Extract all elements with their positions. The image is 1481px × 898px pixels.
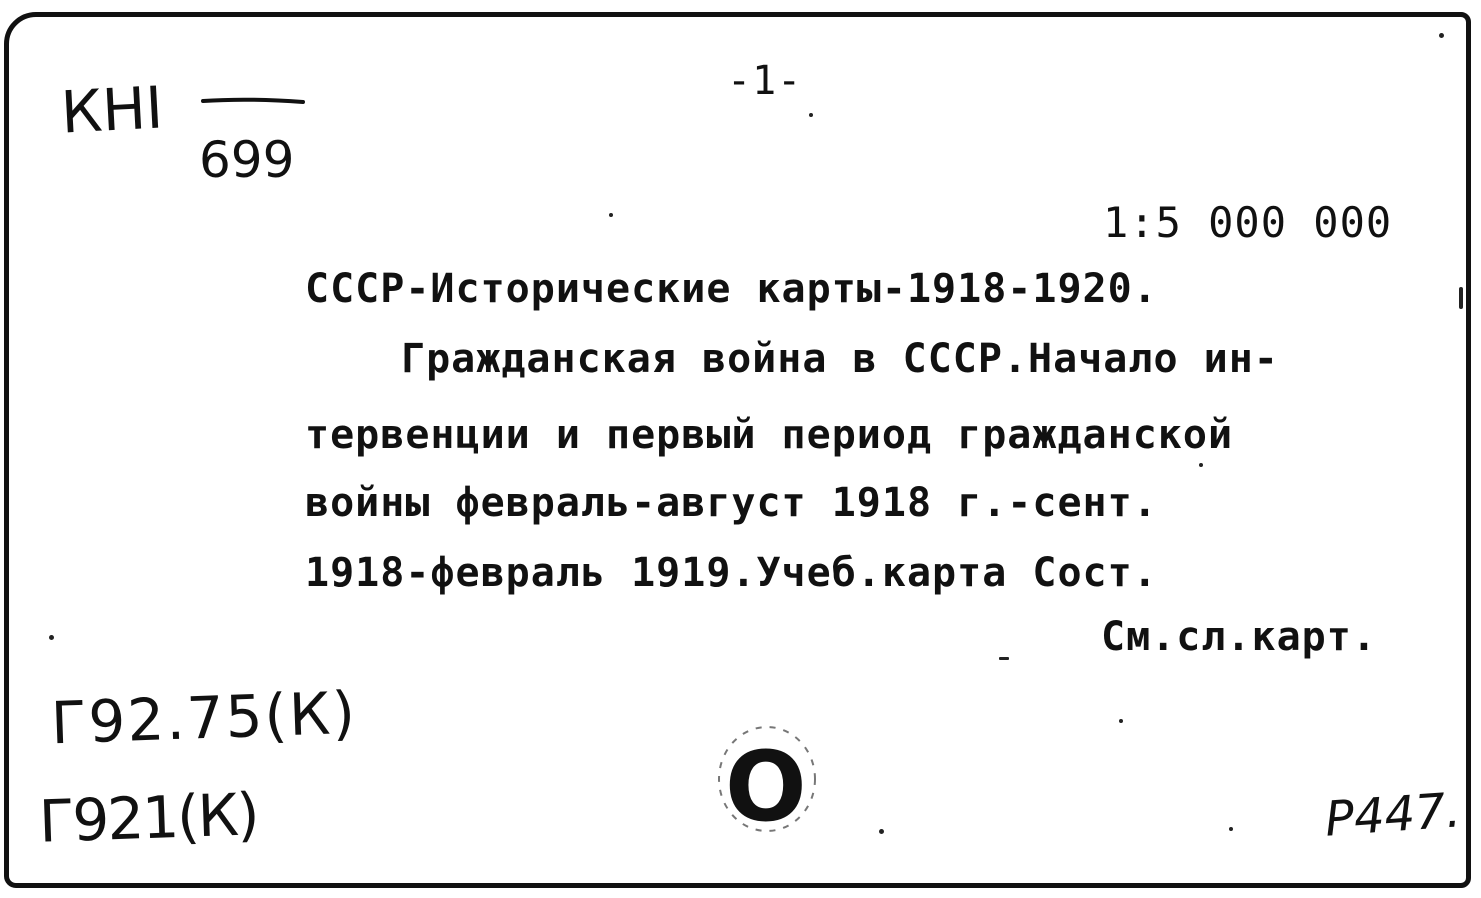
scan-speck bbox=[809, 113, 813, 117]
description-line: войны февраль-август 1918 г.-сент. bbox=[305, 480, 1158, 526]
description-line: тервенции и первый период гражданской bbox=[305, 412, 1234, 458]
scan-speck bbox=[609, 213, 613, 217]
description-line: 1918-февраль 1919.Учеб.карта Сост. bbox=[305, 550, 1158, 596]
scan-speck bbox=[49, 635, 54, 640]
inventory-mark: Р447. bbox=[1323, 782, 1463, 848]
scan-speck bbox=[1229, 827, 1233, 831]
scan-speck bbox=[879, 829, 884, 834]
catalog-card bbox=[4, 12, 1471, 888]
scan-speck bbox=[1459, 287, 1463, 309]
map-scale: 1:5 000 000 bbox=[1103, 198, 1393, 247]
call-number-overline bbox=[199, 95, 309, 107]
call-number-prefix: КНІ bbox=[59, 73, 165, 147]
scan-speck bbox=[1439, 33, 1444, 38]
stamp-mark: О bbox=[725, 731, 807, 843]
scan-speck bbox=[999, 657, 1009, 660]
card-heading: СССР-Исторические карты-1918-1920. bbox=[305, 266, 1158, 312]
page-number: -1- bbox=[727, 58, 803, 104]
description-line: Гражданская война в СССР.Начало ин- bbox=[401, 336, 1279, 382]
call-number-num: 699 bbox=[199, 131, 295, 189]
class-code-2: Г921(К) bbox=[37, 780, 259, 856]
author-reference: См.сл.карт. bbox=[1101, 614, 1377, 660]
scan-speck bbox=[1119, 719, 1123, 723]
scan-speck bbox=[1199, 463, 1203, 467]
class-code-1: Г92.75(К) bbox=[49, 678, 358, 758]
